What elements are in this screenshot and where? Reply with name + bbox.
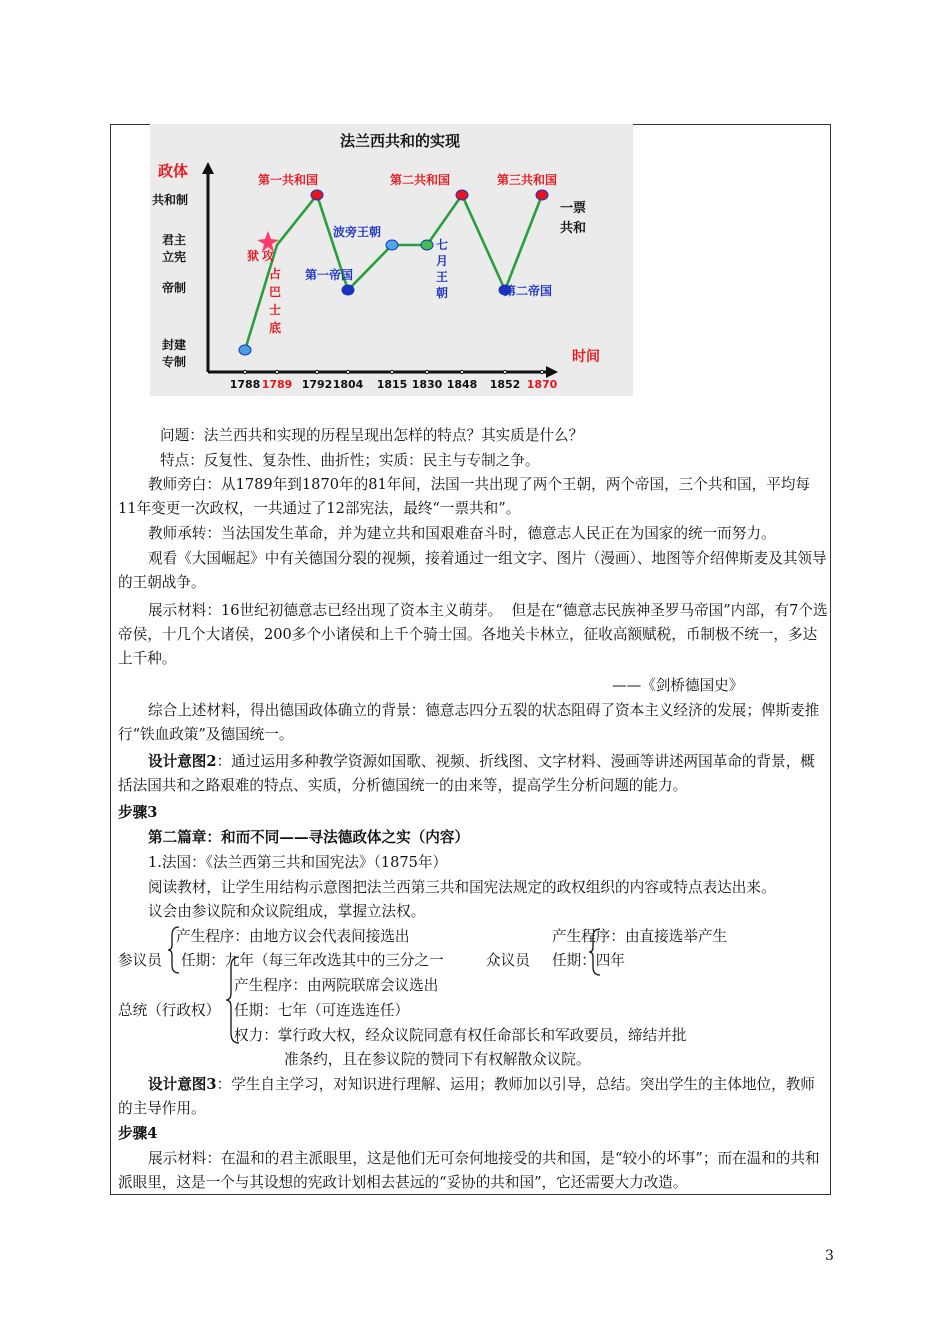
- intent-3: [118, 1073, 828, 1121]
- ann-july-3: 王: [436, 270, 449, 284]
- x-tick-mark: [275, 370, 278, 373]
- president-power-2: 准条约，且在参议院的赞同下有权解散众议院。: [284, 1051, 591, 1068]
- x-tick-mark: [540, 370, 543, 373]
- y-tick-constitutional-1: 君主: [162, 233, 187, 247]
- source-citation: ——《剑桥德国史》: [612, 677, 744, 694]
- president-power-1: 权力：掌行政大权，经众议院同意有权任命部长和军政要员，缔结并批: [234, 1027, 687, 1044]
- senate-origin: 产生程序：由地方议会代表间接选出: [176, 928, 410, 945]
- chart-title: 法兰西共和的实现: [339, 132, 461, 150]
- x-tick-1789: 1789: [261, 378, 293, 391]
- step-3-heading: 步骤3: [118, 804, 158, 821]
- ann-vote-1: 一票: [560, 201, 587, 216]
- ann-vote-2: 共和: [560, 221, 587, 236]
- ann-july-2: 月: [436, 254, 449, 268]
- ann-first-empire: 第一帝国: [305, 268, 354, 282]
- deputies-origin: 产生程序：由直接选举产生: [552, 928, 728, 945]
- y-tick-empire: 帝制: [162, 281, 187, 295]
- x-tick-1870: 1870: [526, 378, 558, 391]
- x-axis-label: 时间: [572, 349, 600, 365]
- read-text: 阅读教材，让学生用结构示意图把法兰西第三共和国宪法规定的政权组织的内容或特点表达出来。: [148, 879, 776, 896]
- point-1788: [239, 345, 251, 355]
- y-axis-label: 政体: [158, 162, 189, 180]
- material-2: 展示材料：在温和的君主派眼里，这是他们无可奈何地接受的共和国，是“较小的坏事”；而在温和的共和派眼里，这是一个与其设想的宪政计划相去甚远的“妥协的共和国”，它还需要大力改造。: [118, 1150, 820, 1191]
- president-origin: 产生程序：由两院联席会议选出: [234, 977, 439, 994]
- intent-2-body: ：通过运用多种教学资源如国歌、视频、折线图、文字材料、漫画等讲述两国革命的背景，概括法国共和之路艰难的特点、实质，分析德国统一的由来等，提高学生分析问题的能力。: [118, 753, 815, 794]
- intent-2-label: 设计意图2: [148, 753, 217, 770]
- ann-bastille-3: 巴: [269, 285, 282, 299]
- question-text: 问题：法兰西共和实现的历程呈现出怎样的特点？其实质是什么？: [160, 427, 584, 444]
- x-tick-mark: [315, 370, 318, 373]
- y-tick-feudal-1: 封建: [162, 338, 187, 352]
- step-4-heading: 步骤4: [118, 1125, 158, 1142]
- president-term: 任期：七年（可连选连任）: [234, 1002, 410, 1019]
- x-tick-1792: 1792: [301, 378, 333, 391]
- point-1870: [536, 190, 548, 200]
- x-tick-1830: 1830: [411, 378, 443, 391]
- point-1792: [311, 190, 323, 200]
- deputies-label: 众议员: [486, 952, 530, 969]
- republic-timeline-chart: [150, 124, 633, 396]
- y-axis-arrow: [202, 162, 214, 174]
- teacher-transition: 教师承转：当法国发生革命，并为建立共和国艰难奋斗时，德意志人民正在为国家的统一而努力。: [148, 525, 776, 542]
- ann-bastille-2: 占: [269, 267, 282, 281]
- x-tick-1804: 1804: [332, 378, 364, 391]
- x-tick-1848: 1848: [446, 378, 478, 391]
- series-line: [245, 195, 542, 350]
- deputies-term: 任期：四年: [552, 952, 625, 969]
- x-tick-mark: [243, 370, 246, 373]
- senate-term: 任期：九年（每三年改选其中的三分之一: [181, 952, 444, 969]
- y-tick-constitutional-2: 立宪: [162, 250, 187, 264]
- ann-second-republic: 第二共和国: [390, 173, 451, 187]
- x-tick-mark: [425, 370, 428, 373]
- ann-second-empire: 第二帝国: [504, 284, 553, 298]
- france-heading: 1.法国：《法兰西第三共和国宪法》（1875年）: [148, 854, 448, 871]
- page-number: 3: [825, 1248, 834, 1264]
- x-tick-1815: 1815: [376, 378, 408, 391]
- x-tick-mark: [390, 370, 393, 373]
- senate-label: 参议员: [118, 952, 162, 969]
- x-tick-1788: 1788: [229, 378, 261, 391]
- ann-first-republic: 第一共和国: [258, 173, 319, 187]
- teacher-aside: 教师旁白：从1789年到1870年的81年间，法国一共出现了两个王朝，两个帝国，三个共和国，平均每11年变更一次政权，一共通过了12部宪法，最终“一票共和”。: [118, 476, 811, 517]
- chart-container: [150, 124, 633, 396]
- features-text: 特点：反复性、复杂性、曲折性；实质：民主与专制之争。: [160, 452, 540, 469]
- x-tick-mark: [460, 370, 463, 373]
- point-1815: [386, 240, 398, 250]
- ann-bastille-4: 士: [269, 303, 282, 317]
- intent-2: [118, 750, 828, 798]
- ann-third-republic: 第三共和国: [497, 173, 558, 187]
- senate-brace-icon: [167, 925, 181, 975]
- summary-text: 综合上述材料，得出德国政体确立的背景：德意志四分五裂的状态阻碍了资本主义经济的发展；俾斯麦推行“铁血政策”及德国统一。: [118, 702, 820, 743]
- x-tick-mark: [503, 370, 506, 373]
- point-1830: [421, 240, 433, 250]
- ann-bastille-left: 狱: [247, 249, 260, 263]
- y-tick-feudal-2: 专制: [162, 355, 187, 369]
- y-tick-republic: 共和制: [152, 193, 189, 207]
- point-1848: [456, 190, 468, 200]
- ann-july-1: 七: [436, 238, 449, 252]
- material-1: 展示材料：16世纪初德意志已经出现了资本主义萌芽。 但是在“德意志民族神圣罗马帝国”内部，有7个选帝侯，十几个大诸侯，200多个小诸侯和上千个骑士国。各地关卡林立，征收高额赋税，币制极不统一，多达上千种。: [118, 602, 828, 667]
- points-group: [239, 190, 548, 355]
- point-1804: [342, 285, 354, 295]
- intent-3-label: 设计意图3: [148, 1076, 217, 1093]
- x-axis-arrow: [546, 366, 558, 378]
- intent-3-body: ：学生自主学习，对知识进行理解、运用；教师加以引导，总结。突出学生的主体地位，教师的主导作用。: [118, 1076, 815, 1117]
- chapter-2-heading: 第二篇章：和而不同——寻法德政体之实（内容）: [148, 829, 470, 846]
- x-tick-1852: 1852: [489, 378, 521, 391]
- ann-july-4: 朝: [436, 286, 449, 300]
- ann-bastille-5: 底: [269, 321, 282, 335]
- parliament-text: 议会由参议院和众议院组成，掌握立法权。: [148, 903, 426, 920]
- president-label: 总统（行政权）: [118, 1002, 221, 1019]
- watch-text: 观看《大国崛起》中有关德国分裂的视频，接着通过一组文字、图片（漫画）、地图等介绍俾斯麦及其领导的王朝战争。: [118, 550, 827, 591]
- ann-bastille-1: 攻: [262, 249, 275, 263]
- ann-bourbon: 波旁王朝: [333, 225, 382, 239]
- x-tick-mark: [346, 370, 349, 373]
